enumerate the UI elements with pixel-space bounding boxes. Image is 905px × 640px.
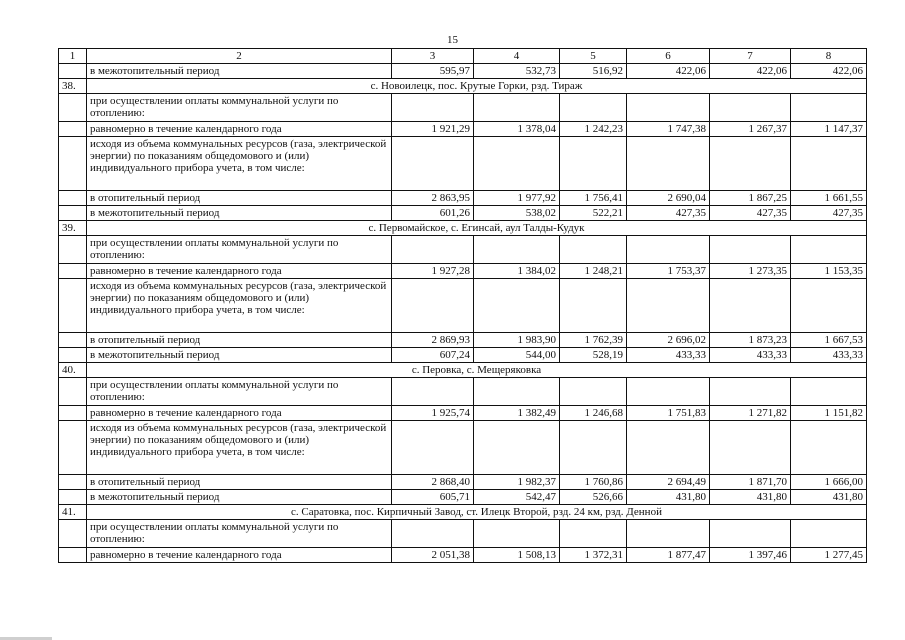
table-row [59, 206, 867, 221]
empty-cell [791, 279, 867, 333]
empty-cell [791, 137, 867, 191]
index-cell [59, 378, 87, 406]
value-cell: 1 753,37 [627, 264, 710, 279]
value-cell: 1 267,37 [710, 122, 791, 137]
row-label: при осуществлении оплаты коммунальной услуги по отоплению: [87, 520, 392, 548]
row-index: 39. [59, 221, 87, 236]
value-cell: 1 871,70 [710, 475, 791, 490]
index-cell [59, 490, 87, 505]
table-row [59, 475, 867, 490]
value-cell: 431,80 [627, 490, 710, 505]
value-cell: 427,35 [627, 206, 710, 221]
value-cell: 1 147,37 [791, 122, 867, 137]
row-index: 40. [59, 363, 87, 378]
table-row [59, 333, 867, 348]
table-row [59, 94, 867, 122]
value-cell: 2 051,38 [392, 548, 474, 563]
value-cell: 1 760,86 [560, 475, 627, 490]
column-number-header: 3 [392, 49, 474, 64]
index-cell [59, 406, 87, 421]
empty-cell [627, 94, 710, 122]
row-label: в отопительный период [87, 333, 392, 348]
value-cell: 422,06 [791, 64, 867, 79]
row-index: 38. [59, 79, 87, 94]
tariff-table [58, 48, 867, 563]
table-row [59, 122, 867, 137]
index-cell [59, 122, 87, 137]
value-cell: 1 508,13 [474, 548, 560, 563]
value-cell: 1 977,92 [474, 191, 560, 206]
value-cell: 431,80 [710, 490, 791, 505]
index-cell [59, 348, 87, 363]
table-row [59, 406, 867, 421]
settlement-name: с. Саратовка, пос. Кирпичный Завод, ст. Илецк Второй, рзд. 24 км, рзд. Денной [87, 505, 867, 520]
empty-cell [627, 378, 710, 406]
value-cell: 2 696,02 [627, 333, 710, 348]
value-cell: 1 867,25 [710, 191, 791, 206]
value-cell: 2 690,04 [627, 191, 710, 206]
column-number-header: 8 [791, 49, 867, 64]
value-cell: 1 248,21 [560, 264, 627, 279]
empty-cell [627, 421, 710, 475]
value-cell: 532,73 [474, 64, 560, 79]
table-row [59, 137, 867, 191]
table-row [59, 421, 867, 475]
table-row [59, 279, 867, 333]
empty-cell [392, 137, 474, 191]
value-cell: 605,71 [392, 490, 474, 505]
row-label: в отопительный период [87, 191, 392, 206]
value-cell: 522,21 [560, 206, 627, 221]
row-label: в межотопительный период [87, 206, 392, 221]
empty-cell [791, 94, 867, 122]
settlement-row [59, 363, 867, 378]
column-number-header: 1 [59, 49, 87, 64]
column-number-header: 7 [710, 49, 791, 64]
table-row [59, 264, 867, 279]
settlement-name: с. Перовка, с. Мещеряковка [87, 363, 867, 378]
empty-cell [627, 137, 710, 191]
value-cell: 1 762,39 [560, 333, 627, 348]
empty-cell [392, 520, 474, 548]
empty-cell [710, 137, 791, 191]
table-row [59, 191, 867, 206]
table-body [59, 49, 867, 563]
value-cell: 1 983,90 [474, 333, 560, 348]
value-cell: 2 694,49 [627, 475, 710, 490]
page-number: 15 [447, 34, 458, 46]
settlement-name: с. Новоилецк, пос. Крутые Горки, рзд. Тираж [87, 79, 867, 94]
value-cell: 526,66 [560, 490, 627, 505]
settlement-name: с. Первомайское, с. Егинсай, аул Талды-Кудук [87, 221, 867, 236]
empty-cell [392, 94, 474, 122]
table-row [59, 548, 867, 563]
empty-cell [560, 378, 627, 406]
index-cell [59, 421, 87, 475]
empty-cell [791, 421, 867, 475]
row-label: равномерно в течение календарного года [87, 406, 392, 421]
index-cell [59, 94, 87, 122]
column-number-header: 6 [627, 49, 710, 64]
value-cell: 1 151,82 [791, 406, 867, 421]
value-cell: 538,02 [474, 206, 560, 221]
index-cell [59, 137, 87, 191]
value-cell: 1 667,53 [791, 333, 867, 348]
row-label: исходя из объема коммунальных ресурсов (газа, электрической энергии) по показаниям общедомового и (или) индивидуального прибора учета, в том числе: [87, 137, 392, 191]
table-row [59, 490, 867, 505]
empty-cell [474, 378, 560, 406]
value-cell: 1 242,23 [560, 122, 627, 137]
value-cell: 431,80 [791, 490, 867, 505]
empty-cell [710, 520, 791, 548]
index-cell [59, 333, 87, 348]
value-cell: 1 273,35 [710, 264, 791, 279]
row-label: равномерно в течение календарного года [87, 264, 392, 279]
empty-cell [791, 236, 867, 264]
empty-cell [560, 94, 627, 122]
value-cell: 516,92 [560, 64, 627, 79]
empty-cell [474, 94, 560, 122]
empty-cell [627, 520, 710, 548]
value-cell: 427,35 [710, 206, 791, 221]
column-number-header: 2 [87, 49, 392, 64]
empty-cell [392, 279, 474, 333]
value-cell: 1 747,38 [627, 122, 710, 137]
table-row [59, 348, 867, 363]
value-cell: 1 246,68 [560, 406, 627, 421]
empty-cell [474, 279, 560, 333]
index-cell [59, 206, 87, 221]
value-cell: 607,24 [392, 348, 474, 363]
value-cell: 1 982,37 [474, 475, 560, 490]
table-row [59, 64, 867, 79]
row-label: равномерно в течение календарного года [87, 548, 392, 563]
table-row [59, 520, 867, 548]
row-label: в отопительный период [87, 475, 392, 490]
value-cell: 1 271,82 [710, 406, 791, 421]
empty-cell [474, 137, 560, 191]
index-cell [59, 475, 87, 490]
column-number-header: 4 [474, 49, 560, 64]
table-row [59, 236, 867, 264]
value-cell: 1 925,74 [392, 406, 474, 421]
settlement-row [59, 79, 867, 94]
settlement-row [59, 505, 867, 520]
row-label: в межотопительный период [87, 490, 392, 505]
index-cell [59, 236, 87, 264]
empty-cell [560, 137, 627, 191]
value-cell: 427,35 [791, 206, 867, 221]
empty-cell [627, 279, 710, 333]
row-index: 41. [59, 505, 87, 520]
empty-cell [710, 94, 791, 122]
index-cell [59, 191, 87, 206]
empty-cell [392, 421, 474, 475]
value-cell: 422,06 [627, 64, 710, 79]
row-label: исходя из объема коммунальных ресурсов (газа, электрической энергии) по показаниям общедомового и (или) индивидуального прибора учета, в том числе: [87, 421, 392, 475]
empty-cell [710, 236, 791, 264]
value-cell: 601,26 [392, 206, 474, 221]
row-label: в межотопительный период [87, 348, 392, 363]
index-cell [59, 264, 87, 279]
empty-cell [560, 236, 627, 264]
empty-cell [392, 378, 474, 406]
value-cell: 2 869,93 [392, 333, 474, 348]
row-label: равномерно в течение календарного года [87, 122, 392, 137]
empty-cell [560, 520, 627, 548]
value-cell: 433,33 [710, 348, 791, 363]
empty-cell [627, 236, 710, 264]
value-cell: 1 372,31 [560, 548, 627, 563]
index-cell [59, 279, 87, 333]
value-cell: 1 927,28 [392, 264, 474, 279]
value-cell: 1 756,41 [560, 191, 627, 206]
value-cell: 1 877,47 [627, 548, 710, 563]
empty-cell [710, 378, 791, 406]
value-cell: 1 277,45 [791, 548, 867, 563]
table-row [59, 378, 867, 406]
header-row [59, 49, 867, 64]
value-cell: 433,33 [791, 348, 867, 363]
empty-cell [474, 421, 560, 475]
empty-cell [710, 421, 791, 475]
empty-cell [560, 279, 627, 333]
empty-cell [474, 520, 560, 548]
empty-cell [560, 421, 627, 475]
value-cell: 528,19 [560, 348, 627, 363]
value-cell: 433,33 [627, 348, 710, 363]
value-cell: 1 382,49 [474, 406, 560, 421]
value-cell: 544,00 [474, 348, 560, 363]
row-label: при осуществлении оплаты коммунальной услуги по отоплению: [87, 94, 392, 122]
value-cell: 422,06 [710, 64, 791, 79]
value-cell: 1 921,29 [392, 122, 474, 137]
empty-cell [791, 378, 867, 406]
value-cell: 1 397,46 [710, 548, 791, 563]
index-cell [59, 64, 87, 79]
index-cell [59, 548, 87, 563]
value-cell: 1 384,02 [474, 264, 560, 279]
row-label: исходя из объема коммунальных ресурсов (газа, электрической энергии) по показаниям общедомового и (или) индивидуального прибора учета, в том числе: [87, 279, 392, 333]
row-label: при осуществлении оплаты коммунальной услуги по отоплению: [87, 236, 392, 264]
empty-cell [474, 236, 560, 264]
value-cell: 595,97 [392, 64, 474, 79]
value-cell: 1 378,04 [474, 122, 560, 137]
value-cell: 542,47 [474, 490, 560, 505]
empty-cell [791, 520, 867, 548]
column-number-header: 5 [560, 49, 627, 64]
value-cell: 1 666,00 [791, 475, 867, 490]
value-cell: 1 751,83 [627, 406, 710, 421]
value-cell: 2 863,95 [392, 191, 474, 206]
empty-cell [710, 279, 791, 333]
empty-cell [392, 236, 474, 264]
row-label: в межотопительный период [87, 64, 392, 79]
value-cell: 1 873,23 [710, 333, 791, 348]
value-cell: 1 153,35 [791, 264, 867, 279]
value-cell: 1 661,55 [791, 191, 867, 206]
row-label: при осуществлении оплаты коммунальной услуги по отоплению: [87, 378, 392, 406]
index-cell [59, 520, 87, 548]
value-cell: 2 868,40 [392, 475, 474, 490]
settlement-row [59, 221, 867, 236]
